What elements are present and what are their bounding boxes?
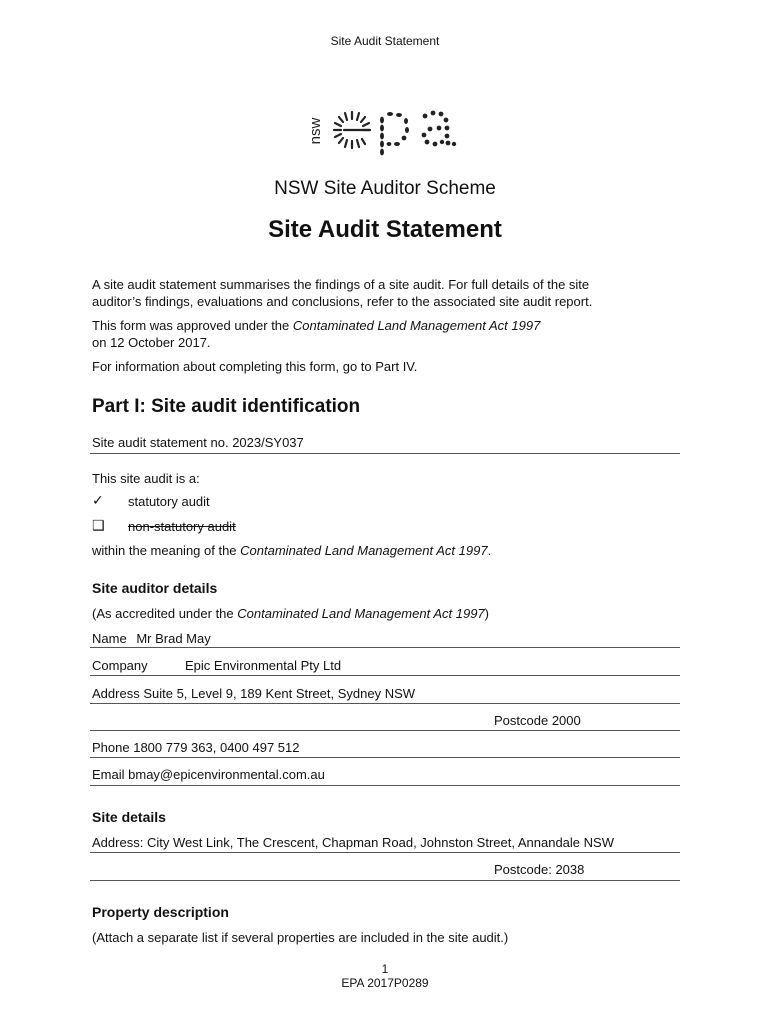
info-paragraph: For information about completing this form, go to Part IV. (92, 359, 418, 374)
part-1-heading: Part I: Site audit identification (92, 396, 361, 417)
approval-prefix: This form was approved under the (92, 318, 293, 333)
site-auditor-heading: Site auditor details (92, 580, 218, 596)
address-label: Address (92, 686, 140, 701)
approval-paragraph (92, 317, 692, 351)
empty-checkbox-icon[interactable]: ❑ (92, 517, 105, 533)
divider (90, 453, 680, 454)
divider (90, 757, 680, 758)
site-audit-statement-no: Site audit statement no. 2023/SY037 (92, 435, 304, 450)
postcode-value: 2000 (551, 713, 581, 728)
name-label: Name (92, 631, 127, 646)
divider (90, 647, 680, 648)
scheme-title: NSW Site Auditor Scheme (274, 178, 496, 199)
logo-word: epa (308, 100, 310, 101)
meaning-act: Contaminated Land Management Act 1997 (240, 543, 488, 558)
email-label: Email (92, 767, 125, 782)
divider (90, 675, 680, 676)
divider (90, 730, 680, 731)
intro-line-1: A site audit statement summarises the findings of a site audit. For full details of the site (92, 277, 590, 292)
property-description-heading: Property description (92, 904, 229, 920)
site-address-row (92, 835, 680, 850)
site-address-label: Address: (92, 835, 144, 850)
company-value: Epic Environmental Pty Ltd (185, 658, 342, 673)
document-title: Site Audit Statement (268, 216, 502, 243)
logo-prefix: nsw (308, 117, 324, 145)
auditor-company-row (92, 658, 680, 673)
approval-act: Contaminated Land Management Act 1997 (292, 318, 541, 333)
running-header: Site Audit Statement (330, 34, 440, 48)
audit-type-intro: This site audit is a: (92, 471, 200, 486)
site-address-value: City West Link, The Crescent, Chapman Road, Johnston Street, Annandale NSW (146, 835, 614, 850)
divider (90, 785, 680, 786)
auditor-address-row (92, 686, 680, 701)
auditor-email-row (92, 767, 680, 782)
accreditation-note: (As accredited under the Contaminated Land Management Act 1997) (92, 606, 489, 621)
divider (90, 703, 680, 704)
intro-line-2: auditor’s findings, evaluations and conclusions, refer to the associated site audit report. (92, 294, 593, 309)
divider (90, 852, 680, 853)
phone-value: 1800 779 363, 0400 497 512 (133, 740, 300, 755)
property-description-note: (Attach a separate list if several properties are included in the site audit.) (92, 930, 509, 945)
logo-a-mark (422, 111, 457, 147)
company-label: Company (92, 658, 148, 673)
audit-meaning-line: within the meaning of the Contaminated Land Management Act 1997. (92, 543, 492, 558)
phone-label: Phone (92, 740, 130, 755)
name-value: Mr Brad May (136, 631, 211, 646)
option-statutory-audit: statutory audit (128, 494, 210, 509)
email-value: bmay@epicenvironmental.com.au (128, 767, 325, 782)
page-number: 1 (381, 962, 389, 976)
logo-p-mark (380, 112, 409, 155)
option-non-statutory-audit: non-statutory audit (128, 519, 236, 534)
intro-paragraph (92, 276, 692, 310)
epa-logo-icon (308, 100, 468, 162)
logo-e-mark (334, 112, 370, 148)
auditor-phone-row (92, 740, 680, 755)
epa-logo (308, 100, 468, 162)
auditor-name-row (92, 631, 680, 646)
checkmark-icon[interactable]: ✓ (92, 492, 104, 508)
approval-date: on 12 October 2017. (92, 335, 211, 350)
divider (90, 880, 680, 881)
form-code: EPA 2017P0289 (341, 976, 429, 990)
site-postcode-label: Postcode: (494, 862, 552, 877)
site-details-heading: Site details (92, 809, 166, 825)
site-postcode-value: 2038 (555, 862, 585, 877)
postcode-label: Postcode (494, 713, 549, 728)
address-value: Suite 5, Level 9, 189 Kent Street, Sydney NSW (143, 686, 416, 701)
